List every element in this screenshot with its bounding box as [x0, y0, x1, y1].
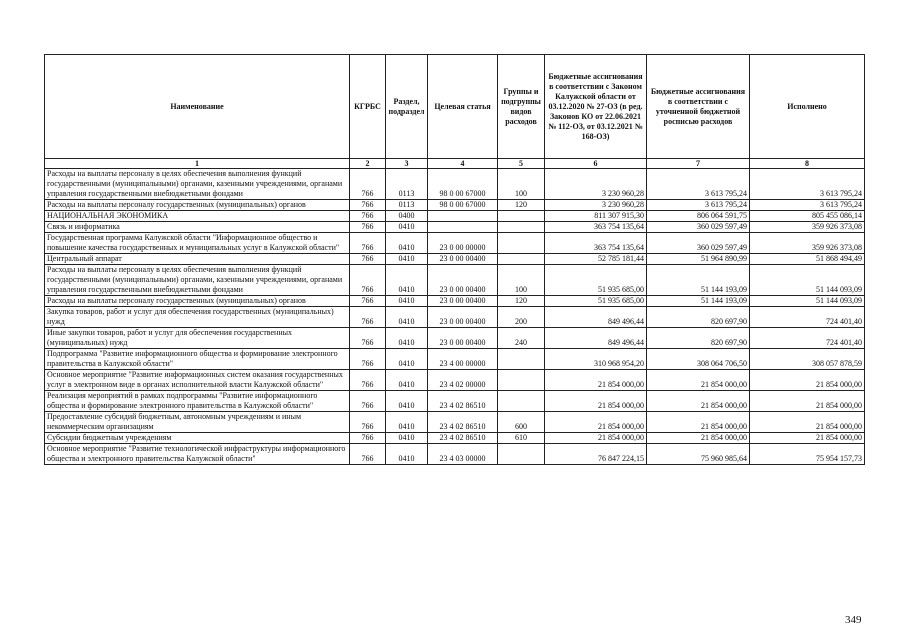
row-target-cell	[428, 211, 498, 222]
column-number: 7	[647, 159, 750, 169]
row-name-cell: Иные закупки товаров, работ и услуг для обеспечения государственных (муниципальных) нужд	[45, 328, 350, 349]
row-executed-cell: 359 926 373,08	[750, 222, 865, 233]
row-kgrbs-cell: 766	[350, 211, 386, 222]
row-name-cell: НАЦИОНАЛЬНАЯ ЭКОНОМИКА	[45, 211, 350, 222]
row-section-cell: 0113	[386, 169, 428, 200]
row-name-cell: Расходы на выплаты персоналу в целях обеспечения выполнения функций государственными (муниципальными) органами, казенными учреждениями, органами управления государственными внебюджетными фондами	[45, 265, 350, 296]
row-group-cell	[498, 222, 545, 233]
row-target-cell: 23 4 00 00000	[428, 349, 498, 370]
row-approved-cell: 363 754 135,64	[545, 233, 647, 254]
row-kgrbs-cell: 766	[350, 349, 386, 370]
row-approved-cell: 3 230 960,28	[545, 169, 647, 200]
row-target-cell: 23 0 00 00400	[428, 328, 498, 349]
table-row	[45, 169, 865, 200]
table-row	[45, 391, 865, 412]
row-refined-cell: 51 144 193,09	[647, 265, 750, 296]
table-row	[45, 349, 865, 370]
header-name: Наименование	[45, 55, 350, 159]
row-group-cell: 240	[498, 328, 545, 349]
row-target-cell: 23 4 02 00000	[428, 370, 498, 391]
row-group-cell: 100	[498, 169, 545, 200]
row-section-cell: 0400	[386, 211, 428, 222]
row-group-cell: 120	[498, 200, 545, 211]
row-target-cell: 23 0 00 00400	[428, 296, 498, 307]
row-executed-cell: 21 854 000,00	[750, 391, 865, 412]
row-executed-cell: 724 401,40	[750, 307, 865, 328]
row-section-cell: 0410	[386, 307, 428, 328]
header-refined: Бюджетные ассигнования в соответствии с уточненной бюджетной росписью расходов	[647, 55, 750, 159]
row-kgrbs-cell: 766	[350, 328, 386, 349]
row-refined-cell: 308 064 706,50	[647, 349, 750, 370]
row-kgrbs-cell: 766	[350, 370, 386, 391]
table-row	[45, 233, 865, 254]
row-target-cell: 23 0 00 00400	[428, 254, 498, 265]
header-executed: Исполнено	[750, 55, 865, 159]
table-row	[45, 370, 865, 391]
row-executed-cell: 75 954 157,73	[750, 444, 865, 465]
header-approved: Бюджетные ассигнования в соответствии с Законом Калужской области от 03.12.2020 № 27-ОЗ (в ред. Законов КО от 22.06.2021 № 112-ОЗ, от 03.12.2021 № 168-ОЗ)	[545, 55, 647, 159]
header-target: Целевая статья	[428, 55, 498, 159]
header-row	[45, 55, 865, 159]
row-refined-cell: 3 613 795,24	[647, 200, 750, 211]
row-executed-cell: 724 401,40	[750, 328, 865, 349]
row-kgrbs-cell: 766	[350, 307, 386, 328]
row-executed-cell: 51 868 494,49	[750, 254, 865, 265]
row-name-cell: Реализация мероприятий в рамках подпрограммы "Развитие информационного общества и формирование электронного правительства в Калужской области"	[45, 391, 350, 412]
row-section-cell: 0410	[386, 328, 428, 349]
row-approved-cell: 811 307 915,30	[545, 211, 647, 222]
row-section-cell: 0113	[386, 200, 428, 211]
table-row	[45, 211, 865, 222]
table-row	[45, 254, 865, 265]
row-executed-cell: 21 854 000,00	[750, 433, 865, 444]
row-group-cell: 100	[498, 265, 545, 296]
row-section-cell: 0410	[386, 444, 428, 465]
row-group-cell	[498, 349, 545, 370]
row-section-cell: 0410	[386, 349, 428, 370]
header-group: Группы и подгруппы видов расходов	[498, 55, 545, 159]
row-executed-cell: 359 926 373,08	[750, 233, 865, 254]
row-refined-cell: 21 854 000,00	[647, 433, 750, 444]
row-name-cell: Центральный аппарат	[45, 254, 350, 265]
row-section-cell: 0410	[386, 433, 428, 444]
row-refined-cell: 820 697,90	[647, 307, 750, 328]
table-row	[45, 296, 865, 307]
header-section: Раздел, подраздел	[386, 55, 428, 159]
table-row	[45, 444, 865, 465]
row-name-cell: Государственная программа Калужской области "Информационное общество и повышение качества государственных и муниципальных услуг в Калужской области"	[45, 233, 350, 254]
row-target-cell: 23 4 02 86510	[428, 391, 498, 412]
table-row	[45, 265, 865, 296]
row-target-cell: 98 0 00 67000	[428, 169, 498, 200]
column-number: 3	[386, 159, 428, 169]
table-row	[45, 328, 865, 349]
row-refined-cell: 21 854 000,00	[647, 391, 750, 412]
row-approved-cell: 51 935 685,00	[545, 265, 647, 296]
row-refined-cell: 360 029 597,49	[647, 222, 750, 233]
column-number: 1	[45, 159, 350, 169]
row-executed-cell: 3 613 795,24	[750, 200, 865, 211]
row-name-cell: Основное мероприятие "Развитие информационных систем оказания государственных услуг в электронном виде в органах исполнительной власти Калужской области"	[45, 370, 350, 391]
row-refined-cell: 806 064 591,75	[647, 211, 750, 222]
row-group-cell	[498, 211, 545, 222]
row-executed-cell: 3 613 795,24	[750, 169, 865, 200]
row-refined-cell: 51 144 193,09	[647, 296, 750, 307]
column-number: 5	[498, 159, 545, 169]
row-kgrbs-cell: 766	[350, 444, 386, 465]
row-group-cell	[498, 370, 545, 391]
row-group-cell	[498, 391, 545, 412]
row-name-cell: Подпрограмма "Развитие информационного общества и формирование электронного правительства в Калужской области"	[45, 349, 350, 370]
row-executed-cell: 51 144 093,09	[750, 265, 865, 296]
row-name-cell: Предоставление субсидий бюджетным, автономным учреждениям и иным некоммерческим организациям	[45, 412, 350, 433]
row-name-cell: Связь и информатика	[45, 222, 350, 233]
row-name-cell: Основное мероприятие "Развитие технологической инфраструктуры информационного общества и электронного правительства Калужской области"	[45, 444, 350, 465]
row-section-cell: 0410	[386, 412, 428, 433]
table-row	[45, 433, 865, 444]
row-kgrbs-cell: 766	[350, 412, 386, 433]
row-kgrbs-cell: 766	[350, 200, 386, 211]
row-target-cell: 23 0 00 00400	[428, 307, 498, 328]
column-number: 6	[545, 159, 647, 169]
row-section-cell: 0410	[386, 233, 428, 254]
row-kgrbs-cell: 766	[350, 391, 386, 412]
row-group-cell	[498, 254, 545, 265]
row-group-cell: 200	[498, 307, 545, 328]
column-number: 2	[350, 159, 386, 169]
row-approved-cell: 363 754 135,64	[545, 222, 647, 233]
row-target-cell: 23 4 03 00000	[428, 444, 498, 465]
row-name-cell: Субсидии бюджетным учреждениям	[45, 433, 350, 444]
column-number-row	[45, 159, 865, 169]
row-group-cell: 120	[498, 296, 545, 307]
row-approved-cell: 849 496,44	[545, 307, 647, 328]
row-name-cell: Расходы на выплаты персоналу государственных (муниципальных) органов	[45, 296, 350, 307]
row-refined-cell: 3 613 795,24	[647, 169, 750, 200]
row-approved-cell: 52 785 181,44	[545, 254, 647, 265]
row-approved-cell: 21 854 000,00	[545, 391, 647, 412]
row-section-cell: 0410	[386, 265, 428, 296]
row-kgrbs-cell: 766	[350, 254, 386, 265]
row-name-cell: Расходы на выплаты персоналу государственных (муниципальных) органов	[45, 200, 350, 211]
row-refined-cell: 820 697,90	[647, 328, 750, 349]
row-target-cell: 23 0 00 00000	[428, 233, 498, 254]
row-target-cell: 23 4 02 86510	[428, 433, 498, 444]
row-kgrbs-cell: 766	[350, 169, 386, 200]
row-executed-cell: 308 057 878,59	[750, 349, 865, 370]
row-kgrbs-cell: 766	[350, 433, 386, 444]
row-section-cell: 0410	[386, 391, 428, 412]
table-row	[45, 222, 865, 233]
table-row	[45, 200, 865, 211]
row-refined-cell: 51 964 890,99	[647, 254, 750, 265]
row-approved-cell: 76 847 224,15	[545, 444, 647, 465]
row-target-cell: 23 4 02 86510	[428, 412, 498, 433]
row-refined-cell: 75 960 985,64	[647, 444, 750, 465]
row-approved-cell: 21 854 000,00	[545, 370, 647, 391]
row-target-cell: 98 0 00 67000	[428, 200, 498, 211]
budget-table	[44, 54, 865, 465]
row-section-cell: 0410	[386, 370, 428, 391]
row-refined-cell: 21 854 000,00	[647, 370, 750, 391]
row-executed-cell: 51 144 093,09	[750, 296, 865, 307]
row-approved-cell: 21 854 000,00	[545, 412, 647, 433]
column-number: 4	[428, 159, 498, 169]
row-group-cell: 600	[498, 412, 545, 433]
row-approved-cell: 3 230 960,28	[545, 200, 647, 211]
row-name-cell: Расходы на выплаты персоналу в целях обеспечения выполнения функций государственными (муниципальными) органами, казенными учреждениями, органами управления государственными внебюджетными фондами	[45, 169, 350, 200]
row-kgrbs-cell: 766	[350, 233, 386, 254]
row-approved-cell: 21 854 000,00	[545, 433, 647, 444]
row-refined-cell: 360 029 597,49	[647, 233, 750, 254]
column-number: 8	[750, 159, 865, 169]
row-section-cell: 0410	[386, 254, 428, 265]
row-target-cell: 23 0 00 00400	[428, 265, 498, 296]
row-approved-cell: 51 935 685,00	[545, 296, 647, 307]
row-group-cell	[498, 444, 545, 465]
row-kgrbs-cell: 766	[350, 265, 386, 296]
table-row	[45, 307, 865, 328]
row-executed-cell: 21 854 000,00	[750, 370, 865, 391]
row-name-cell: Закупка товаров, работ и услуг для обеспечения государственных (муниципальных) нужд	[45, 307, 350, 328]
row-approved-cell: 310 968 954,20	[545, 349, 647, 370]
row-executed-cell: 21 854 000,00	[750, 412, 865, 433]
row-group-cell: 610	[498, 433, 545, 444]
row-section-cell: 0410	[386, 296, 428, 307]
header-kgrbs: КГРБС	[350, 55, 386, 159]
row-refined-cell: 21 854 000,00	[647, 412, 750, 433]
row-approved-cell: 849 496,44	[545, 328, 647, 349]
row-kgrbs-cell: 766	[350, 222, 386, 233]
table-row	[45, 412, 865, 433]
row-executed-cell: 805 455 086,14	[750, 211, 865, 222]
row-section-cell: 0410	[386, 222, 428, 233]
row-group-cell	[498, 233, 545, 254]
row-kgrbs-cell: 766	[350, 296, 386, 307]
row-target-cell	[428, 222, 498, 233]
page-number: 349	[845, 614, 862, 626]
